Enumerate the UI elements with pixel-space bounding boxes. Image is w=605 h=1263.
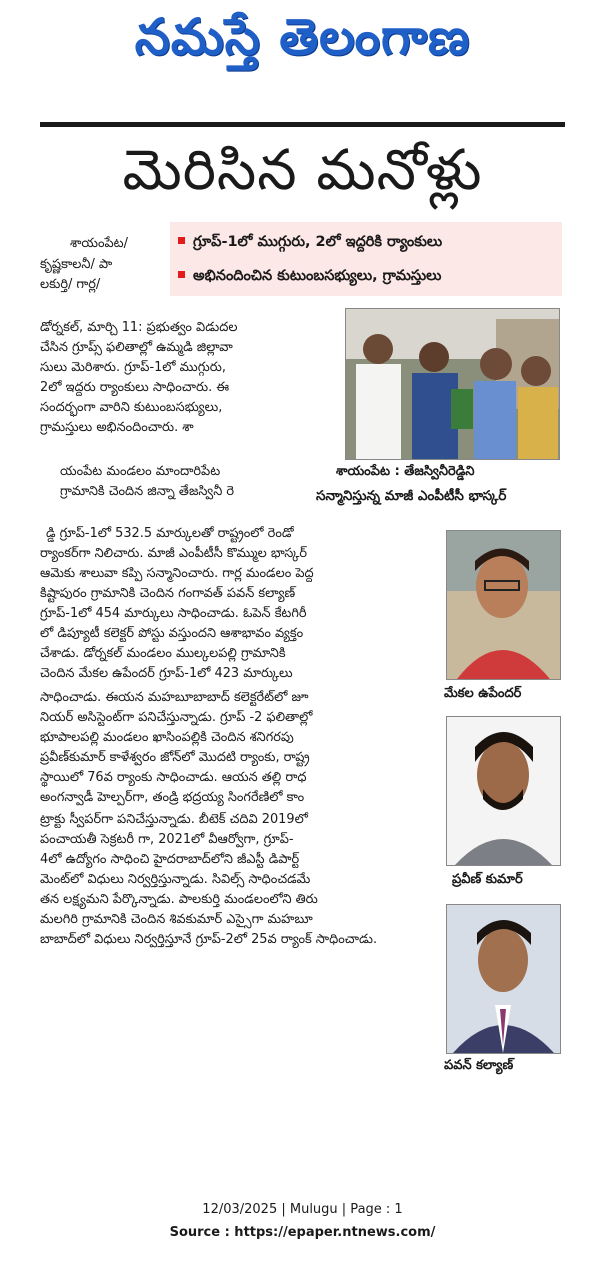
article-line: నియర్ అసిస్టెంట్‌గా పనిచేస్తున్నాడు. గ్రూప్ -2 ఫలితాల్లో bbox=[40, 710, 313, 725]
article-line: కృష్ణకాలనీ/ పా bbox=[40, 257, 113, 272]
article-line: మెంట్‌లో విధులు నిర్వర్తిస్తున్నాడు. సివిల్స్ సాధించడమే bbox=[40, 872, 311, 887]
article-line: ట్రాక్టు స్వీపర్‌గా పనిచేస్తున్నాడు. బీటెక్ చదివి 2019లో bbox=[40, 812, 308, 827]
article-line: గ్రామానికి చెందిన జిన్నా తేజస్వినీ రె bbox=[60, 484, 234, 499]
article-line: గ్రూప్-1లో 454 మార్కులు సాధించాడు. ఓపెన్ కేటగిరీ bbox=[40, 606, 307, 621]
article-line: పంచాయతీ సెక్రటరీ గా, 2021లో వీఆర్వోగా, గ్రూప్- bbox=[40, 832, 294, 847]
article-line: యంపేట మండలం మాందారిపేట bbox=[60, 464, 221, 479]
article-line: చేశాడు. డోర్నకల్ మండలం ముల్కలపల్లి గ్రామానికి bbox=[40, 646, 286, 661]
article-line: డోర్నకల్, మార్చి 11: ప్రభుత్వం విడుదల bbox=[40, 320, 238, 335]
article-line: గ్రామస్తులు అభినందించారు. శా bbox=[40, 420, 194, 435]
praveen-caption: ప్రవీణ్ కుమార్ bbox=[452, 872, 523, 887]
masthead bbox=[0, 4, 605, 74]
article-line: ర్యాంకర్‌గా నిలిచారు. మాజీ ఎంపీటీసీ కొమ్ముల భాస్కర్ bbox=[40, 546, 307, 561]
article-line: కిష్టాపురం గ్రామానికి చెందిన గంగావత్ పవన్ కల్యాణ్ bbox=[40, 586, 296, 601]
article-line: 4లో ఉద్యోగం సాధించి హైదరాబాద్‌లోని జీఎస్టీ డిపార్ట్ bbox=[40, 852, 300, 867]
article-line: అంగన్వాడీ హెల్పర్‌గా, తండ్రి భద్రయ్య సింగరేణిలో కాం bbox=[40, 790, 305, 805]
article-line: మలగిరి గ్రామానికి చెందిన శివకుమార్ ఎస్సైగా మహబూ bbox=[40, 912, 313, 927]
article-line: స్థాయిలో 76వ ర్యాంకు సాధించాడు. ఆయన తల్లి రాధ bbox=[40, 770, 307, 785]
article-line: సందర్భంగా వారిని కుటుంబసభ్యులు, bbox=[40, 400, 223, 415]
article-body bbox=[40, 230, 565, 1130]
highlight-text: అభినందించిన కుటుంబసభ్యులు, గ్రామస్తులు bbox=[193, 268, 442, 284]
article-line: డ్డి గ్రూప్-1లో 532.5 మార్కులతో రాష్ట్రంలో రెండో bbox=[46, 526, 294, 541]
upender-caption: మేకల ఉపేందర్ bbox=[444, 686, 522, 701]
article-line: లో డిప్యూటీ కలెక్టర్ పోస్టు వస్తుందని ఆశాభావం వ్యక్తం bbox=[40, 626, 304, 641]
group-photo-caption-1: శాయంపేట : తేజస్వినీరెడ్డిని bbox=[336, 464, 475, 479]
article-line: శాయంపేట/ bbox=[70, 236, 128, 251]
article-line: 2లో ఇద్దరు ర్యాంకులు సాధించారు. ఈ bbox=[40, 380, 230, 395]
article-line: లకుర్తి/ గార్ల/ bbox=[40, 277, 101, 292]
newspaper-title: నమస్తే తెలంగాణ bbox=[134, 8, 471, 66]
group-photo-caption-2: సన్మానిస్తున్న మాజీ ఎంపీటీసీ భాస్కర్ bbox=[316, 488, 507, 504]
footer-source: Source : https://epaper.ntnews.com/ bbox=[169, 1225, 436, 1240]
upender-photo bbox=[446, 530, 561, 680]
article-line: తన లక్ష్యమని పేర్కొన్నాడు. పాలకుర్తి మండలంలోని తిరు bbox=[40, 892, 318, 907]
headline: మెరిసిన మనోళ్లు bbox=[122, 138, 483, 203]
article-line: సులు మెరిశారు. గ్రూప్-1లో ముగ్గురు, bbox=[40, 360, 226, 375]
pavan-photo bbox=[446, 904, 561, 1054]
article-line: ప్రవీణ్‌కుమార్ కాళేశ్వరం జోన్‌లో మొదటి ర్యాంకు, రాష్ట్ర bbox=[40, 750, 310, 765]
article-line: సాధించాడు. ఈయన మహబూబాబాద్ కలెక్టరేట్‌లో జూ bbox=[40, 690, 309, 705]
article-line: చేసిన గ్రూప్స్ ఫలితాల్లో ఉమ్మడి జిల్లావా bbox=[40, 340, 233, 355]
pavan-caption: పవన్ కల్యాణ్ bbox=[444, 1058, 514, 1073]
praveen-photo bbox=[446, 716, 561, 866]
highlight-text: గ్రూప్-1లో ముగ్గురు, 2లో ఇద్దరికి ర్యాంకులు bbox=[193, 234, 443, 250]
article-line: బాబాద్‌లో విధులు నిర్వర్తిస్తూనే గ్రూప్-2లో 25వ ర్యాంక్ సాధించాడు. bbox=[40, 932, 378, 947]
group-photo bbox=[345, 308, 560, 460]
article-line: భూపాలపల్లి మండలం ఖాసింపల్లికి చెందిన శనిగరపు bbox=[40, 730, 294, 745]
footer-date-page: 12/03/2025 | Mulugu | Page : 1 bbox=[202, 1202, 403, 1217]
article-line: ఆమెకు శాలువా కప్పి సన్మానించారు. గార్ల మండలం పెద్ద bbox=[40, 566, 314, 581]
article-line: చెందిన మేకల ఉపేందర్ గ్రూప్-1లో 423 మార్కులు bbox=[40, 666, 293, 681]
